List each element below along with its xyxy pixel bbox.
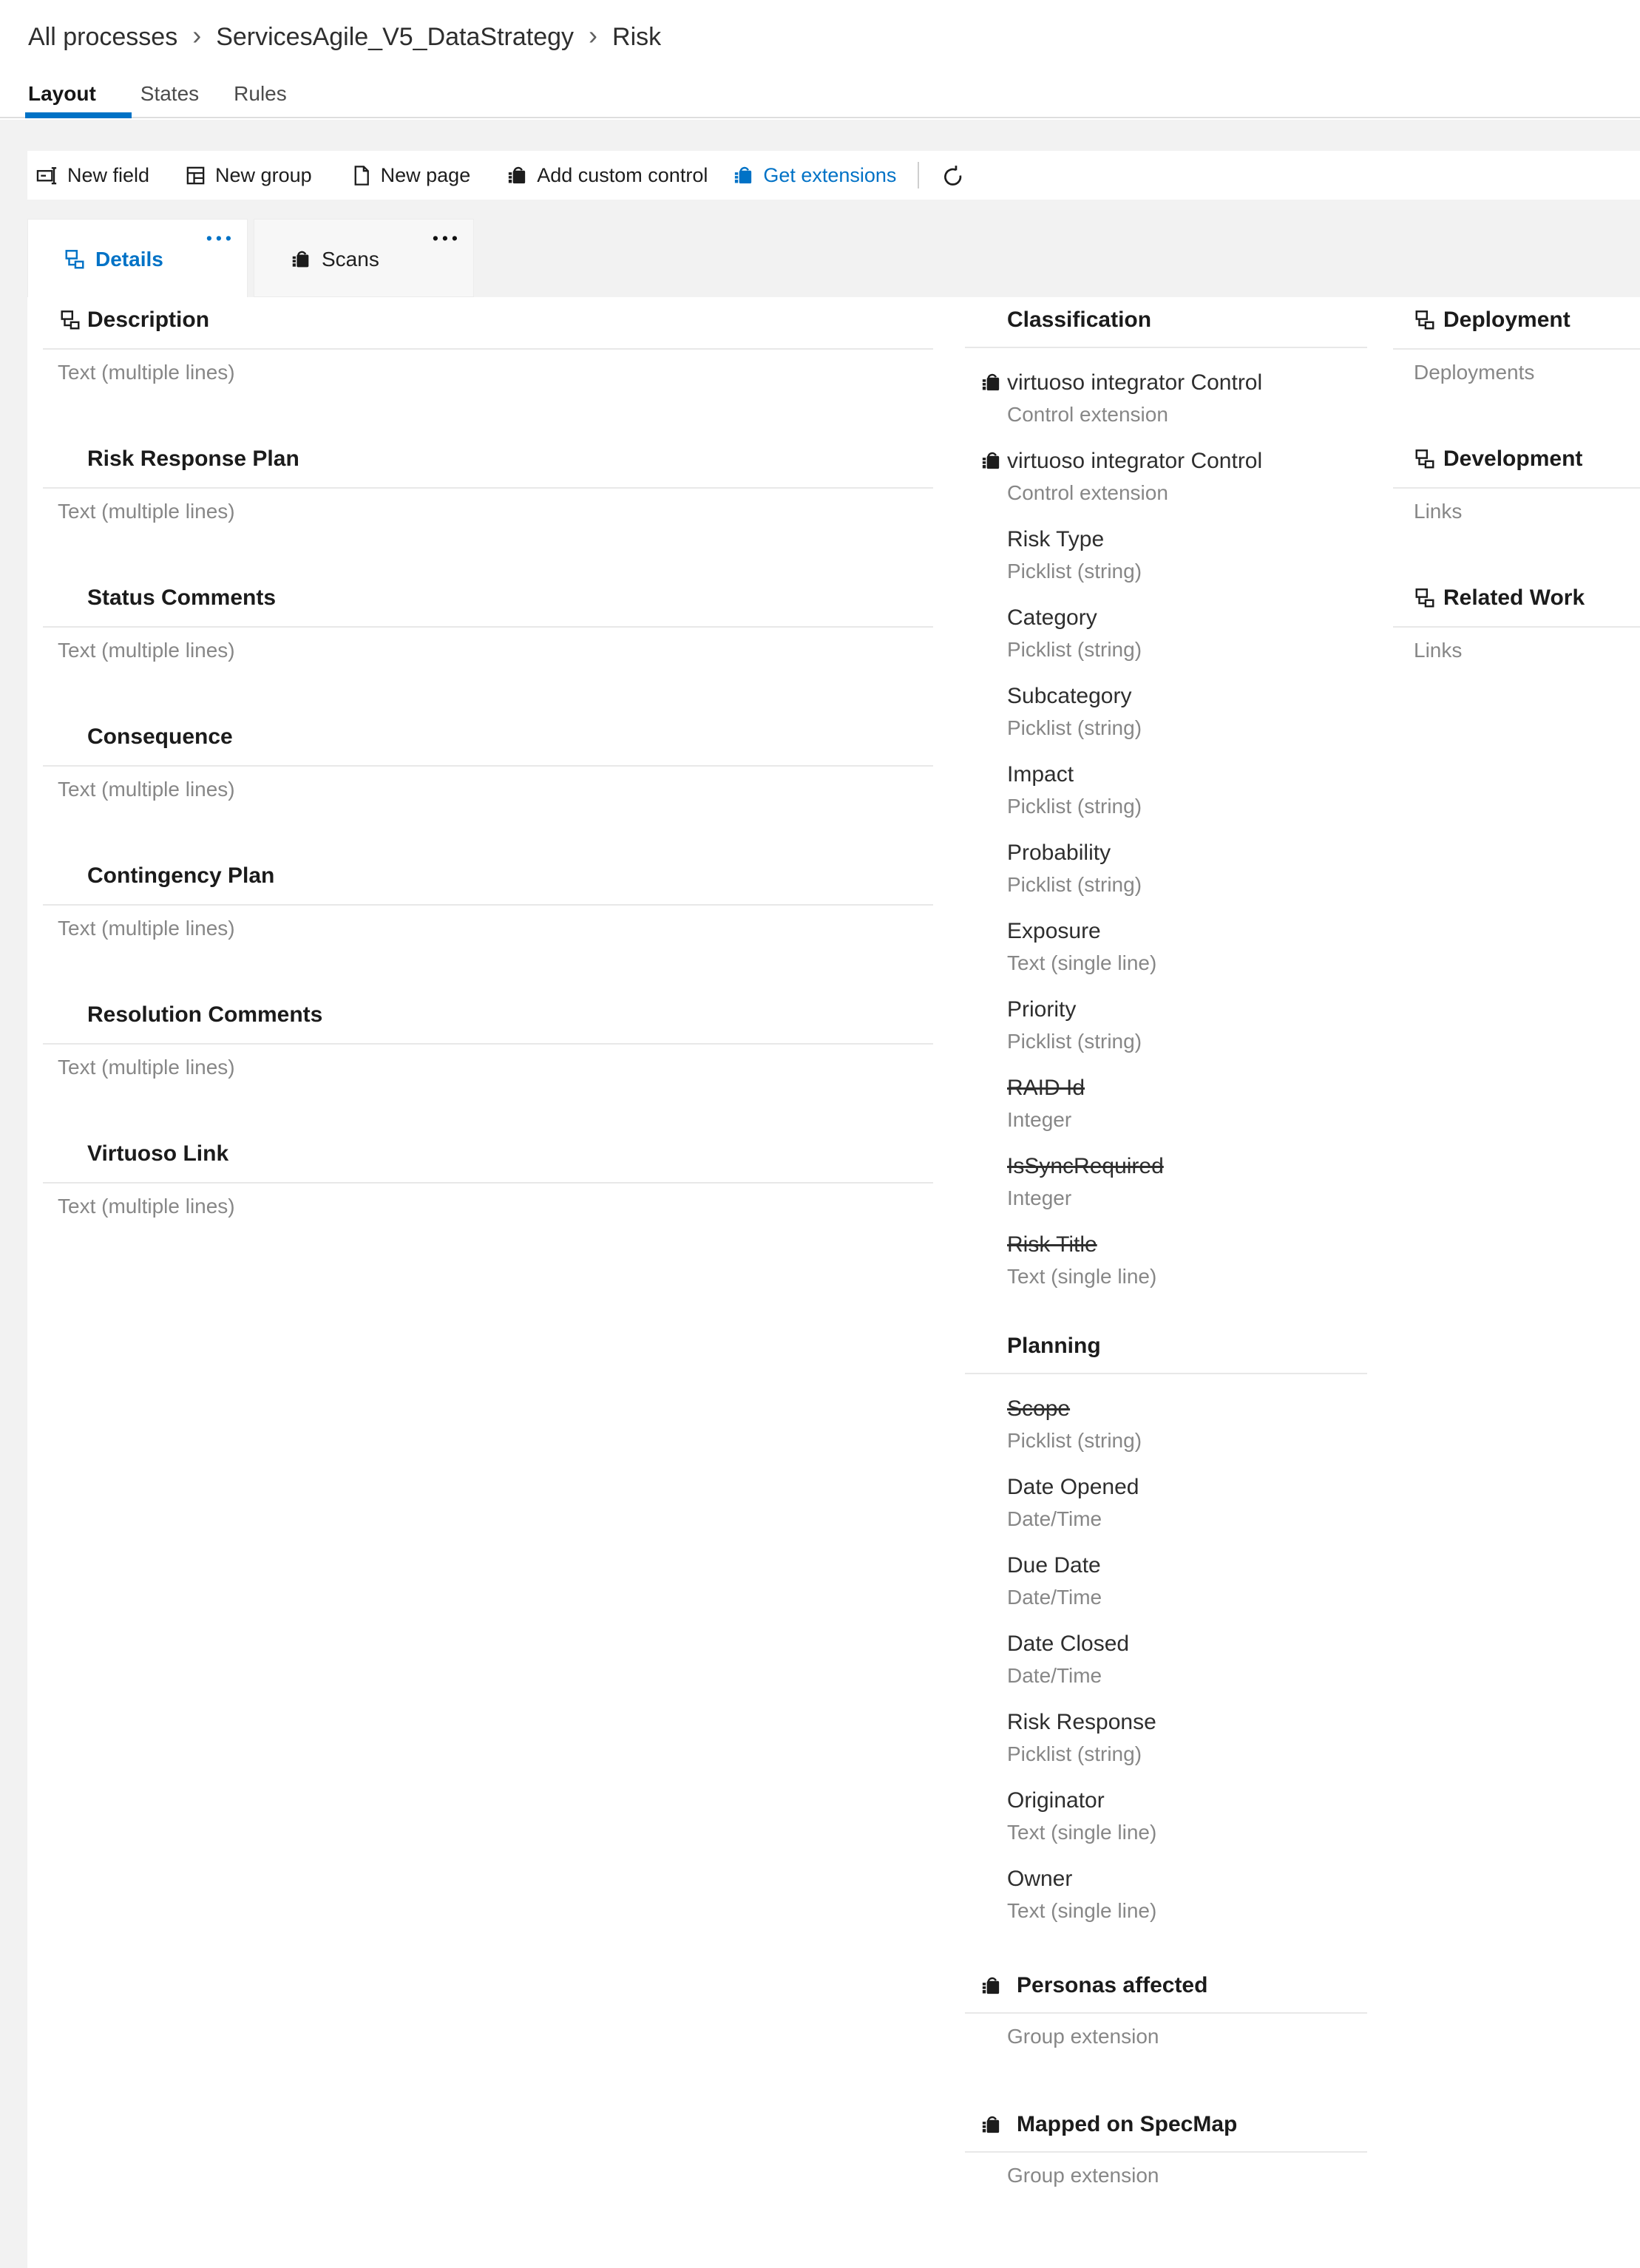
divider <box>43 1182 933 1184</box>
field-type-label: Date/Time <box>1007 1586 1102 1609</box>
field-row[interactable]: Risk Type Picklist (string) <box>965 525 1379 586</box>
field-type-label: Picklist (string) <box>1007 1742 1142 1765</box>
group-layout-icon <box>1414 448 1436 470</box>
group-layout-icon <box>1414 309 1436 331</box>
details-tab-row <box>64 248 163 271</box>
field-row[interactable]: virtuoso integrator Control Control extension <box>965 447 1379 508</box>
new-field-icon <box>36 164 59 187</box>
tab-rules[interactable]: Rules <box>234 82 287 105</box>
field-type-label: Deployments <box>1414 361 1535 384</box>
field-row[interactable]: Date Opened Date/Time <box>965 1473 1379 1534</box>
group-planning <box>965 1331 1379 1943</box>
group-classification <box>965 305 1379 1308</box>
extension-bag-icon <box>980 371 1003 394</box>
field-row[interactable]: Priority Picklist (string) <box>965 995 1379 1056</box>
page-tab-scans[interactable] <box>254 219 474 297</box>
group-planning-header[interactable]: Planning <box>1007 1334 1101 1358</box>
group-status-comments <box>27 583 966 665</box>
field-row[interactable]: Subcategory Picklist (string) <box>965 682 1379 743</box>
extension-bag-icon <box>732 164 755 187</box>
new-group-label: New group <box>215 163 312 186</box>
divider <box>965 2151 1367 2153</box>
divider <box>965 347 1367 348</box>
top-header <box>0 0 1640 118</box>
group-related-work <box>1393 583 1640 665</box>
group-header[interactable]: Status Comments <box>87 585 277 610</box>
field-row-deleted[interactable]: Scope Picklist (string) <box>965 1394 1379 1456</box>
field-row[interactable]: Probability Picklist (string) <box>965 838 1379 900</box>
get-extensions-button[interactable] <box>732 164 896 187</box>
group-contingency-plan <box>27 861 966 943</box>
field-type-label: Links <box>1414 639 1463 662</box>
new-page-label: New page <box>380 163 471 186</box>
group-development <box>1393 444 1640 526</box>
group-type-label: Group extension <box>1007 2164 1159 2187</box>
group-layout-icon <box>1414 587 1436 609</box>
new-group-icon <box>184 164 207 187</box>
group-header[interactable]: Contingency Plan <box>87 863 275 888</box>
field-type-label: Text (multiple lines) <box>58 500 235 523</box>
new-page-icon <box>350 164 373 187</box>
field-type-label: Text (multiple lines) <box>58 917 235 940</box>
group-consequence <box>27 722 966 804</box>
breadcrumb-process[interactable]: ServicesAgile_V5_DataStrategy <box>216 22 575 51</box>
group-related-work-header[interactable]: Related Work <box>1393 583 1640 613</box>
layout-toolbar <box>27 151 1640 200</box>
field-type-label: Text (single line) <box>1007 1899 1157 1922</box>
field-type-label: Text (single line) <box>1007 1265 1157 1288</box>
add-custom-control-button[interactable] <box>506 164 708 187</box>
work-item-page-tabs <box>27 219 474 297</box>
new-field-button[interactable] <box>36 164 149 187</box>
group-risk-response-plan <box>27 444 966 526</box>
group-description-header[interactable]: Description <box>27 305 966 335</box>
process-nav-tabs <box>28 78 287 109</box>
group-header[interactable]: Virtuoso Link <box>87 1141 229 1166</box>
extension-bag-icon <box>506 164 529 187</box>
field-row[interactable]: Exposure Text (single line) <box>965 917 1379 978</box>
field-row[interactable]: Impact Picklist (string) <box>965 760 1379 821</box>
group-classification-header[interactable]: Classification <box>1007 308 1152 332</box>
field-type-label: Text (multiple lines) <box>58 778 235 801</box>
group-deployment-header[interactable]: Deployment <box>1393 305 1640 335</box>
group-header[interactable]: Resolution Comments <box>87 1002 323 1027</box>
refresh-icon <box>941 164 964 187</box>
scans-tab-more-icon[interactable]: ••• <box>432 228 461 248</box>
new-field-label: New field <box>67 163 150 186</box>
toolbar-separator <box>918 162 919 189</box>
details-tab-label: Details <box>95 248 163 271</box>
divider <box>1393 626 1640 628</box>
group-personas-affected-header[interactable]: Personas affected <box>965 1971 1379 2000</box>
field-type-label: Picklist (string) <box>1007 716 1142 739</box>
extension-bag-icon <box>980 449 1003 472</box>
group-virtuoso-link <box>27 1139 966 1221</box>
group-type-label: Group extension <box>1007 2025 1159 2048</box>
new-page-button[interactable] <box>350 164 471 187</box>
field-type-label: Date/Time <box>1007 1507 1102 1530</box>
breadcrumb-all-processes[interactable]: All processes <box>28 22 178 51</box>
field-type-label: Text (multiple lines) <box>58 1056 235 1079</box>
extension-bag-icon <box>290 248 312 271</box>
add-custom-control-label: Add custom control <box>537 163 708 186</box>
group-development-header[interactable]: Development <box>1393 444 1640 474</box>
group-personas-affected <box>965 1971 1379 2051</box>
field-type-label: Integer <box>1007 1108 1072 1131</box>
field-row[interactable]: Date Closed Date/Time <box>965 1629 1379 1691</box>
field-type-label: Text (multiple lines) <box>58 1195 235 1218</box>
field-type-label: Integer <box>1007 1186 1072 1209</box>
group-resolution-comments <box>27 1000 966 1082</box>
extension-bag-icon <box>980 2113 1003 2136</box>
field-type-label: Text (multiple lines) <box>58 361 235 384</box>
group-deployment <box>1393 305 1640 387</box>
field-row-deleted[interactable]: RAID Id Integer <box>965 1073 1379 1135</box>
chevron-right-icon: › <box>589 20 598 50</box>
page-tab-details[interactable] <box>27 219 248 297</box>
divider <box>43 904 933 906</box>
group-layout-icon <box>59 309 81 331</box>
field-type-label: Date/Time <box>1007 1664 1102 1687</box>
divider <box>43 1043 933 1045</box>
field-type-label: Picklist (string) <box>1007 1030 1142 1053</box>
divider <box>965 1373 1367 1374</box>
field-type-label: Picklist (string) <box>1007 873 1142 896</box>
field-row-deleted[interactable]: Risk Title Text (single line) <box>965 1230 1379 1291</box>
tab-layout[interactable]: Layout <box>28 82 96 105</box>
details-tab-more-icon[interactable]: ••• <box>206 228 235 248</box>
divider <box>43 626 933 628</box>
divider <box>43 765 933 767</box>
field-row[interactable]: Originator Text (single line) <box>965 1786 1379 1847</box>
divider <box>43 487 933 489</box>
field-type-label: Text (single line) <box>1007 1821 1157 1844</box>
field-row[interactable]: Owner Text (single line) <box>965 1864 1379 1926</box>
chevron-right-icon: › <box>192 20 202 50</box>
field-type-label: Control extension <box>1007 481 1168 504</box>
field-type-label: Control extension <box>1007 403 1168 426</box>
new-group-button[interactable] <box>184 164 312 187</box>
group-header[interactable]: Risk Response Plan <box>87 447 299 471</box>
group-description <box>27 305 966 387</box>
field-type-label: Text (multiple lines) <box>58 639 235 662</box>
field-type-label: Links <box>1414 500 1463 523</box>
extension-bag-icon <box>980 1975 1003 1997</box>
field-type-label: Picklist (string) <box>1007 1429 1142 1452</box>
breadcrumb <box>28 21 661 53</box>
field-row-deleted[interactable]: IsSyncRequired Integer <box>965 1152 1379 1213</box>
scans-tab-label: Scans <box>322 248 379 271</box>
group-mapped-on-specmap <box>965 2110 1379 2190</box>
page-layout-icon <box>64 248 86 271</box>
field-type-label: Picklist (string) <box>1007 638 1142 661</box>
get-extensions-label: Get extensions <box>763 163 897 186</box>
field-type-label: Picklist (string) <box>1007 560 1142 583</box>
field-row[interactable]: virtuoso integrator Control Control extension <box>965 368 1379 430</box>
field-type-label: Picklist (string) <box>1007 795 1142 818</box>
divider <box>43 348 933 350</box>
active-tab-underline <box>25 112 132 118</box>
divider <box>965 2012 1367 2014</box>
group-mapped-on-specmap-header[interactable]: Mapped on SpecMap <box>965 2110 1379 2139</box>
refresh-button[interactable] <box>941 164 964 187</box>
field-row[interactable]: Category Picklist (string) <box>965 603 1379 665</box>
field-type-label: Text (single line) <box>1007 951 1157 974</box>
group-header[interactable]: Consequence <box>87 724 233 749</box>
tab-states[interactable]: States <box>140 82 200 105</box>
divider <box>1393 348 1640 350</box>
layout-content-card <box>27 297 1640 2268</box>
field-row[interactable]: Risk Response Picklist (string) <box>965 1708 1379 1769</box>
planning-fields <box>965 1394 1379 1926</box>
classification-fields <box>965 368 1379 1291</box>
scans-tab-row <box>290 248 379 271</box>
divider <box>1393 487 1640 489</box>
field-row[interactable]: Due Date Date/Time <box>965 1551 1379 1612</box>
breadcrumb-workitem-risk: Risk <box>612 22 662 51</box>
